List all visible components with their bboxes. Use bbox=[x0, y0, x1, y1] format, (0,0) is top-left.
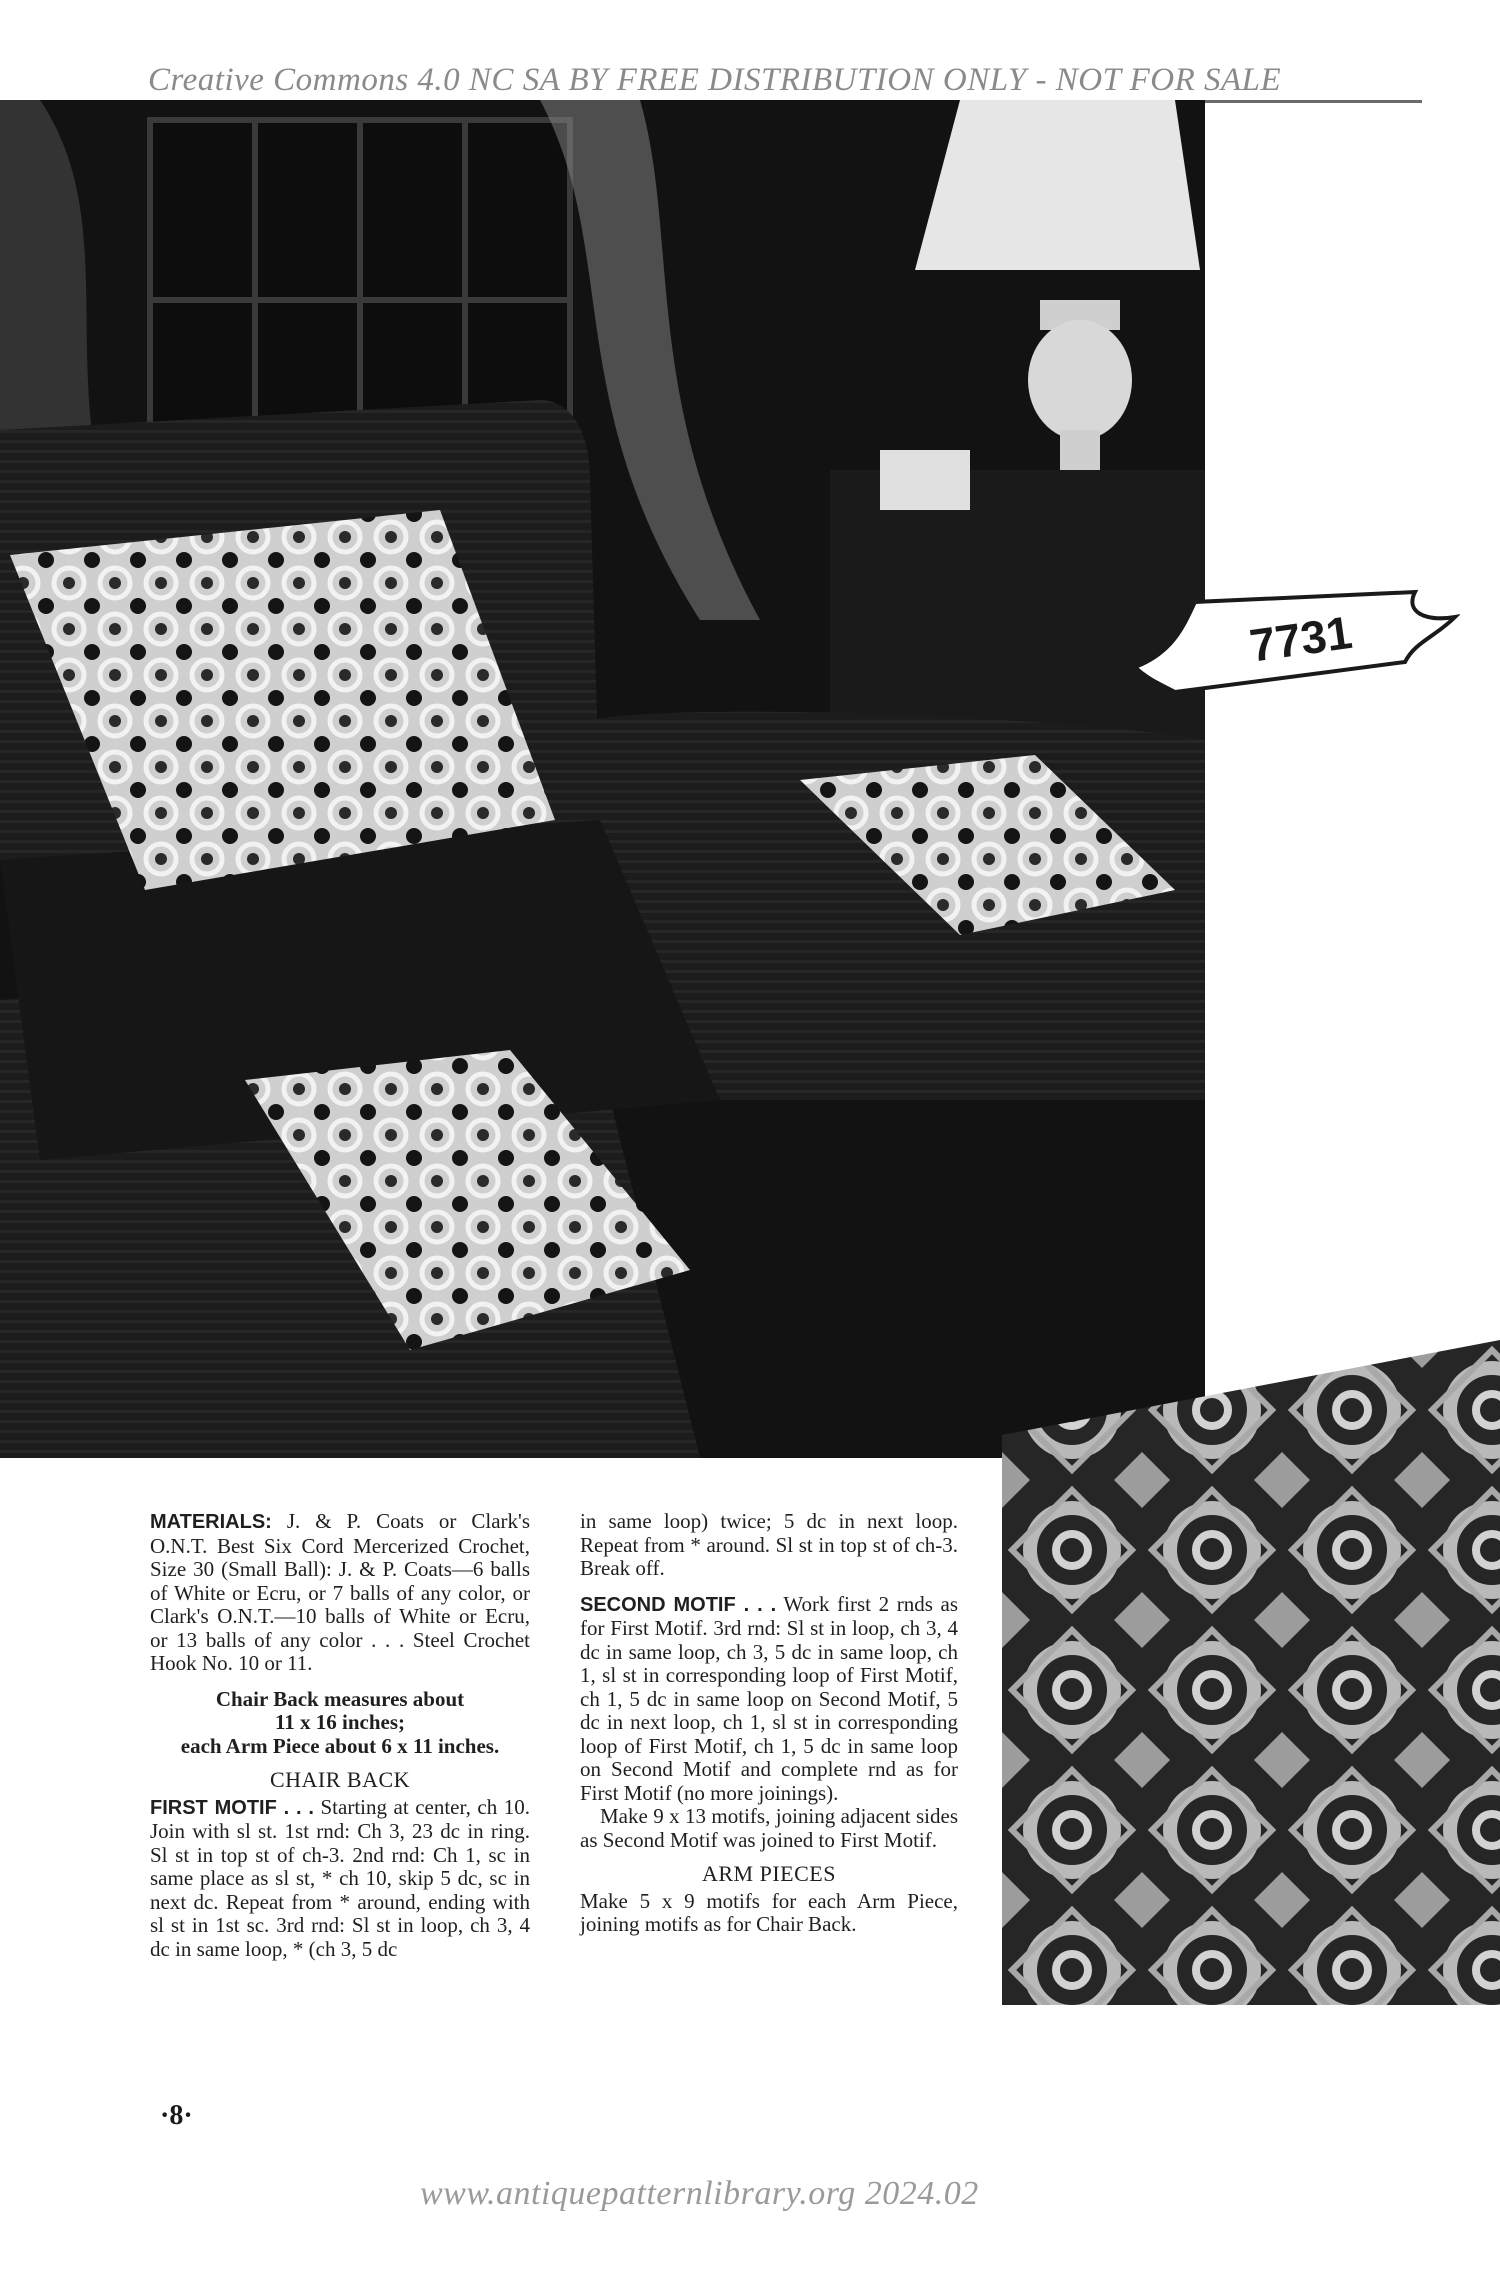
arm-pieces-paragraph: Make 5 x 9 motifs for each Arm Piece, joining motifs as for Chair Back. bbox=[580, 1888, 958, 1936]
instructions-column-1 bbox=[150, 1510, 530, 1961]
size-note-line-2: 11 x 16 inches; bbox=[274, 1710, 406, 1734]
materials-text: J. & P. Coats or Clark's O.N.T. Best Six Cord Mercerized Crochet, Size 30 (Small Ball): J. & P. Coats—6 balls of White or Ecru, or 7 balls of any color, or Clark's O.N.T.—10 balls of White or Ecru, or 13 balls of any color . . . Steel Crochet Hook No. 10 or 11. bbox=[150, 1509, 530, 1675]
second-motif-paragraph bbox=[580, 1593, 958, 1806]
second-motif-text: Work first 2 rnds as for First Motif. 3rd rnd: Sl st in loop, ch 3, 4 dc in same loop, ch 3, 5 dc in same loop, ch 1, sl st in corresponding loop of First Motif, ch 1, 5 dc in same loop on Second Motif, 5 dc in next loop, ch 1, sl st in corresponding loop of First Motif, ch 1, 5 dc in same loop on Second Motif and complete rnd as for First Motif (no more joinings). bbox=[580, 1591, 959, 1805]
first-motif-text: Starting at center, ch 10. Join with sl st. 1st rnd: Ch 3, 23 dc in ring. Sl st in top st of ch-3. 2nd rnd: Ch 1, sc in same place as sl st, * ch 10, skip 5 dc, sc in next dc. Repeat from * around, ending with sl st in 1st sc. 3rd rnd: Sl st in loop, ch 3, 4 dc in same loop, * (ch 3, 5 dc bbox=[150, 1794, 531, 1961]
second-motif-label: SECOND MOTIF . . . bbox=[580, 1593, 777, 1616]
materials-label: MATERIALS: bbox=[150, 1511, 272, 1533]
chair-back-heading: CHAIR BACK bbox=[269, 1767, 411, 1792]
first-motif-continued: in same loop) twice; 5 dc in next loop. Repeat from * around. Sl st in top st of ch-3. Break off. bbox=[580, 1509, 958, 1580]
first-motif-label: FIRST MOTIF . . . bbox=[150, 1796, 314, 1819]
arm-pieces-heading: ARM PIECES bbox=[702, 1861, 836, 1886]
size-note-line-3: each Arm Piece about 6 x 11 inches. bbox=[180, 1733, 500, 1758]
joining-paragraph: Make 9 x 13 motifs, joining adjacent sides as Second Motif was joined to First Motif. bbox=[580, 1804, 958, 1852]
size-note-line-1: Chair Back measures about bbox=[215, 1686, 465, 1711]
license-header: Creative Commons 4.0 NC SA BY FREE DISTRIBUTION ONLY - NOT FOR SALE bbox=[148, 62, 1282, 98]
source-footer: www.antiquepatternlibrary.org 2024.02 bbox=[420, 2175, 979, 2212]
instructions-column-2 bbox=[580, 1510, 958, 1937]
pattern-number-tag bbox=[1115, 582, 1460, 702]
pattern-number: 7731 bbox=[1246, 605, 1356, 672]
page-number: ·8· bbox=[160, 2100, 193, 2131]
armchair-photo bbox=[0, 100, 1205, 1458]
motif-detail-photo bbox=[1002, 1340, 1500, 2005]
first-motif-paragraph bbox=[150, 1796, 530, 1962]
materials-paragraph bbox=[150, 1510, 530, 1676]
size-note bbox=[150, 1688, 530, 1759]
